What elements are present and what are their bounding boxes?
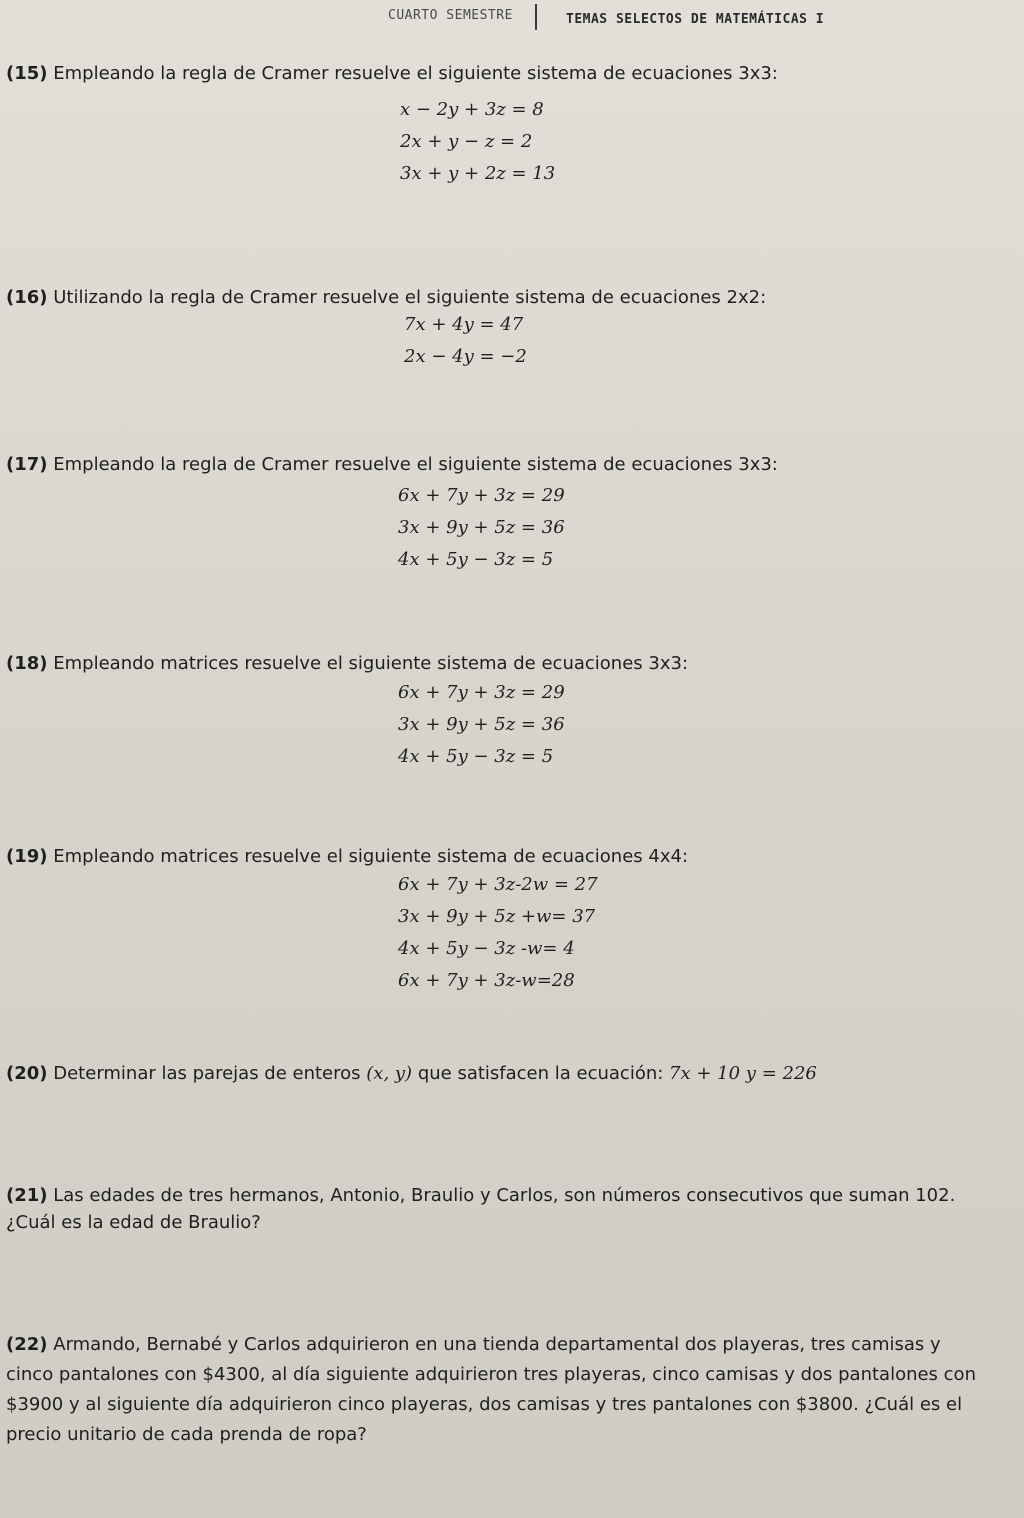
problem-20-statement (6, 1060, 817, 1087)
problem-number: (16) (6, 287, 48, 308)
problem-text: Empleando la regla de Cramer resuelve el siguiente sistema de ecuaciones 3x3: (53, 63, 778, 84)
equation: 4x + 5y − 3z -w= 4 (398, 938, 575, 959)
problem-text: Determinar las parejas de enteros (53, 1063, 361, 1084)
problem-number: (19) (6, 846, 48, 867)
equation: 3x + 9y + 5z = 36 (398, 714, 565, 735)
problem-18-equations (398, 677, 565, 773)
problem-15-equations (400, 94, 555, 190)
equation: 6x + 7y + 3z-w=28 (398, 970, 575, 991)
problem-number: (22) (6, 1334, 48, 1355)
equation: 3x + y + 2z = 13 (400, 163, 556, 184)
problem-text: Las edades de tres hermanos, Antonio, Braulio y Carlos, son números consecutivos que suman 102. (53, 1185, 956, 1206)
problem-text: Armando, Bernabé y Carlos adquirieron en una tienda departamental dos playeras, tres camisas y (53, 1334, 941, 1355)
problem-16-statement (6, 284, 766, 311)
problem-text: que satisfacen la ecuación: (417, 1063, 664, 1084)
problem-19-equations (398, 869, 598, 997)
problem-text: Empleando matrices resuelve el siguiente sistema de ecuaciones 3x3: (53, 653, 689, 674)
page-header (380, 4, 1020, 32)
problem-text: Empleando la regla de Cramer resuelve el siguiente sistema de ecuaciones 3x3: (53, 454, 778, 475)
problem-19-statement (6, 843, 688, 870)
equation: 6x + 7y + 3z = 29 (398, 485, 565, 506)
equation: 6x + 7y + 3z = 29 (398, 682, 565, 703)
equation: 2x + y − z = 2 (400, 131, 533, 152)
problem-16-equations (404, 309, 527, 373)
equation: 7x + 10 y = 226 (669, 1063, 817, 1084)
problem-21-statement (6, 1182, 955, 1236)
problem-22-statement (6, 1330, 976, 1450)
problem-number: (20) (6, 1063, 48, 1084)
problem-text: cinco pantalones con $4300, al día siguiente adquirieron tres playeras, cinco camisas y dos pantalones con (6, 1364, 976, 1385)
problem-number: (21) (6, 1185, 48, 1206)
problem-17-equations (398, 480, 565, 576)
subject-title: TEMAS SELECTOS DE MATEMÁTICAS I (566, 12, 825, 27)
problem-18-statement (6, 650, 688, 677)
integer-pair: (x, y) (366, 1063, 413, 1084)
problem-15-statement (6, 60, 778, 87)
problem-question: ¿Cuál es la edad de Braulio? (6, 1212, 261, 1233)
problem-text: Utilizando la regla de Cramer resuelve el siguiente sistema de ecuaciones 2x2: (53, 287, 767, 308)
semester-label: CUARTO SEMESTRE (388, 8, 513, 23)
equation: 4x + 5y − 3z = 5 (398, 549, 554, 570)
problem-17-statement (6, 451, 778, 478)
equation: 4x + 5y − 3z = 5 (398, 746, 554, 767)
header-divider (535, 4, 537, 30)
problem-number: (18) (6, 653, 48, 674)
problem-text: $3900 y al siguiente día adquirieron cinco playeras, dos camisas y tres pantalones con $3800. ¿Cuál es el (6, 1394, 963, 1415)
problem-text: Empleando matrices resuelve el siguiente sistema de ecuaciones 4x4: (53, 846, 689, 867)
equation: 7x + 4y = 47 (404, 314, 524, 335)
equation: 3x + 9y + 5z = 36 (398, 517, 565, 538)
problem-question: precio unitario de cada prenda de ropa? (6, 1424, 367, 1445)
equation: 2x − 4y = −2 (404, 346, 527, 367)
problem-number: (15) (6, 63, 48, 84)
problem-number: (17) (6, 454, 48, 475)
equation: 6x + 7y + 3z-2w = 27 (398, 874, 598, 895)
equation: x − 2y + 3z = 8 (400, 99, 544, 120)
equation: 3x + 9y + 5z +w= 37 (398, 906, 596, 927)
